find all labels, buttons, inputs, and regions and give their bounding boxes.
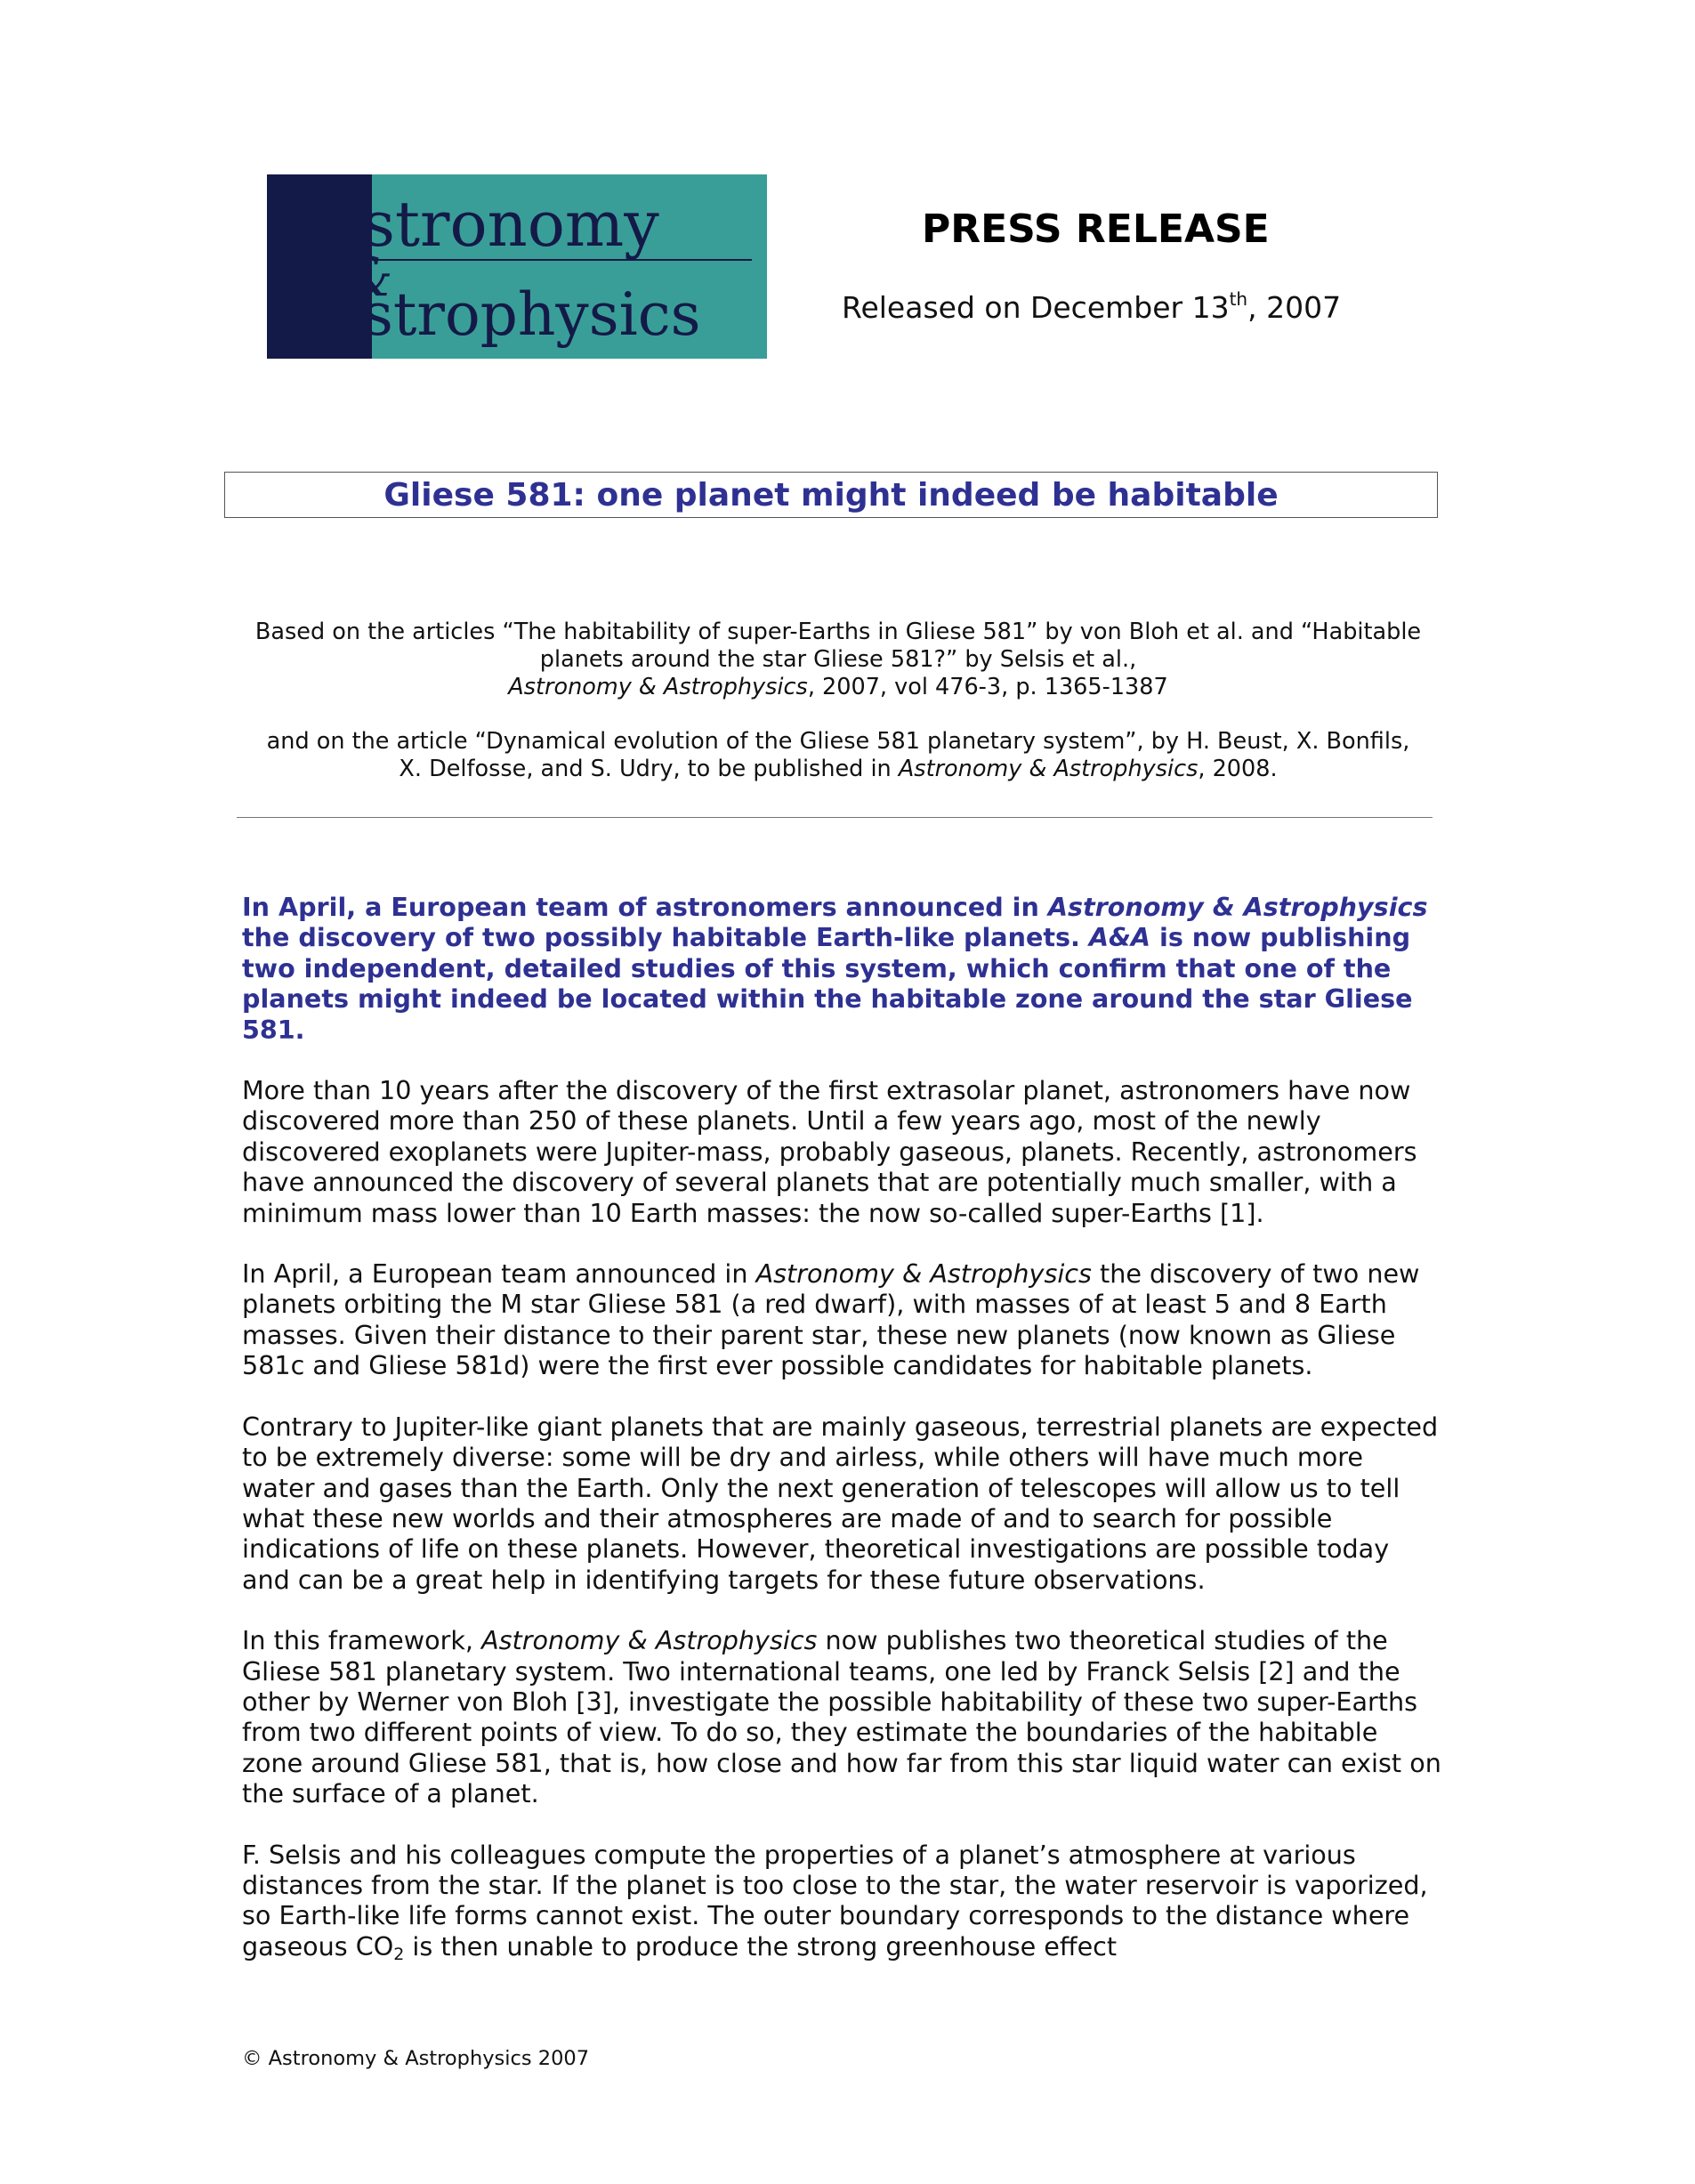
lead-part-3: is now publishing two independent, detailed studies of this system, which confirm that one of the planets might indeed be located within the habitable zone around the star Gliese 581.	[242, 922, 1413, 1045]
release-date	[842, 290, 1341, 325]
lead-journal: Astronomy & Astrophysics	[1047, 892, 1428, 922]
journal-logo	[267, 174, 767, 359]
logo-line2: strophysics	[363, 280, 701, 349]
paragraph-4	[242, 1625, 1443, 1808]
lead-paragraph	[242, 892, 1443, 1045]
paragraph-2	[242, 1258, 1443, 1381]
ref2-line-1: and on the article “Dynamical evolution of the Gliese 581 planetary system”, by H. Beust, X. Bonfils,	[266, 728, 1410, 755]
ref-line-1: Based on the articles “The habitability of super-Earths in Gliese 581” by von Bloh et al. and “Habitable	[254, 619, 1422, 645]
ref2-journal: Astronomy & Astrophysics	[898, 756, 1199, 782]
logo-initial-top: A	[310, 180, 367, 271]
paragraph-2-journal: Astronomy & Astrophysics	[755, 1258, 1092, 1290]
paragraph-2-rest: the discovery of two new planets orbiting the M star Gliese 581 (a red dwarf), with masses of at least 5 and 8 Earth masses. Given their distance to their parent star, these new planets (now known as Gliese 581c and Gliese 581d) were the first ever possible candidates for habitable planets.	[242, 1258, 1420, 1381]
section-divider	[237, 817, 1433, 818]
references-dynamical	[233, 728, 1443, 783]
headline: Gliese 581: one planet might indeed be habitable	[383, 476, 1279, 514]
ref-journal: Astronomy & Astrophysics	[508, 674, 808, 700]
headline-box	[224, 472, 1438, 518]
paragraph-4-rest: now publishes two theoretical studies of the Gliese 581 planetary system. Two international teams, one led by Franck Selsis [2] and the other by Werner von Bloh [3], investigate the possible habitability of these two super-Earths from two different points of view. To do so, they estimate the boundaries of the habitable zone around Gliese 581, that is, how close and how far from this star liquid water can exist on the surface of a planet.	[242, 1625, 1441, 1809]
release-date-sup: th	[1229, 288, 1248, 310]
logo-initial-bottom: A	[310, 269, 367, 359]
logo-wordmark	[267, 174, 767, 359]
press-release-title: PRESS RELEASE	[922, 206, 1270, 252]
paragraph-3: Contrary to Jupiter-like giant planets that are mainly gaseous, terrestrial planets are expected to be extremely diverse: some will be dry and airless, while others will have much more water and gases than the Earth. Only the next generation of telescopes will allow us to tell what these new worlds and their atmospheres are made of and to search for possible indications of life on these planets. However, theoretical investigations are possible today and can be a great help in identifying targets for these future observations.	[242, 1411, 1439, 1595]
paragraph-4-journal: Astronomy & Astrophysics	[481, 1625, 818, 1656]
lead-part-2: the discovery of two possibly habitable Earth-like planets.	[242, 922, 1089, 953]
ref2-line-2	[233, 756, 1443, 783]
ref-line-2: planets around the star Gliese 581?” by Selsis et al.,	[539, 646, 1137, 673]
ref-line-3-rest: , 2007, vol 476-3, p. 1365-1387	[807, 674, 1168, 700]
release-date-prefix: Released on December 13	[842, 290, 1230, 325]
article-body	[242, 892, 1443, 1992]
references-articles	[233, 619, 1443, 701]
copyright-footer: © Astronomy & Astrophysics 2007	[242, 2047, 590, 2070]
paragraph-5-sub: 2	[393, 1944, 405, 1964]
paragraph-4-start: In this framework,	[242, 1625, 482, 1656]
logo-ampersand: &	[345, 247, 393, 309]
paragraph-5-end: is then unable to produce the strong greenhouse effect	[404, 1930, 1118, 1962]
lead-part-1: In April, a European team of astronomers announced in	[242, 892, 1048, 922]
paragraph-5-start: F. Selsis and his colleagues compute the properties of a planet’s atmosphere at various distances from the star. If the planet is too close to the star, the water reservoir is vaporized, so Earth-like life forms cannot exist. The outer boundary corresponds to the distance where gaseous CO	[242, 1839, 1428, 1962]
release-date-suffix: , 2007	[1247, 290, 1342, 325]
logo-line1: stronomy	[363, 188, 659, 261]
ref2-line-2-start: X. Delfosse, and S. Udry, to be published in	[399, 756, 899, 782]
lead-aa: A&A	[1088, 922, 1151, 953]
paragraph-1: More than 10 years after the discovery of the first extrasolar planet, astronomers have now discovered more than 250 of these planets. Until a few years ago, most of the newly discovered exoplanets were Jupiter-mass, probably gaseous, planets. Recently, astronomers have announced the discovery of several planets that are potentially much smaller, with a minimum mass lower than 10 Earth masses: the now so-called super-Earths [1].	[242, 1075, 1417, 1228]
paragraph-2-start: In April, a European team announced in	[242, 1258, 756, 1290]
ref-line-3	[233, 674, 1443, 701]
ref2-line-2-end: , 2008.	[1198, 756, 1278, 782]
paragraph-5	[242, 1840, 1443, 1962]
